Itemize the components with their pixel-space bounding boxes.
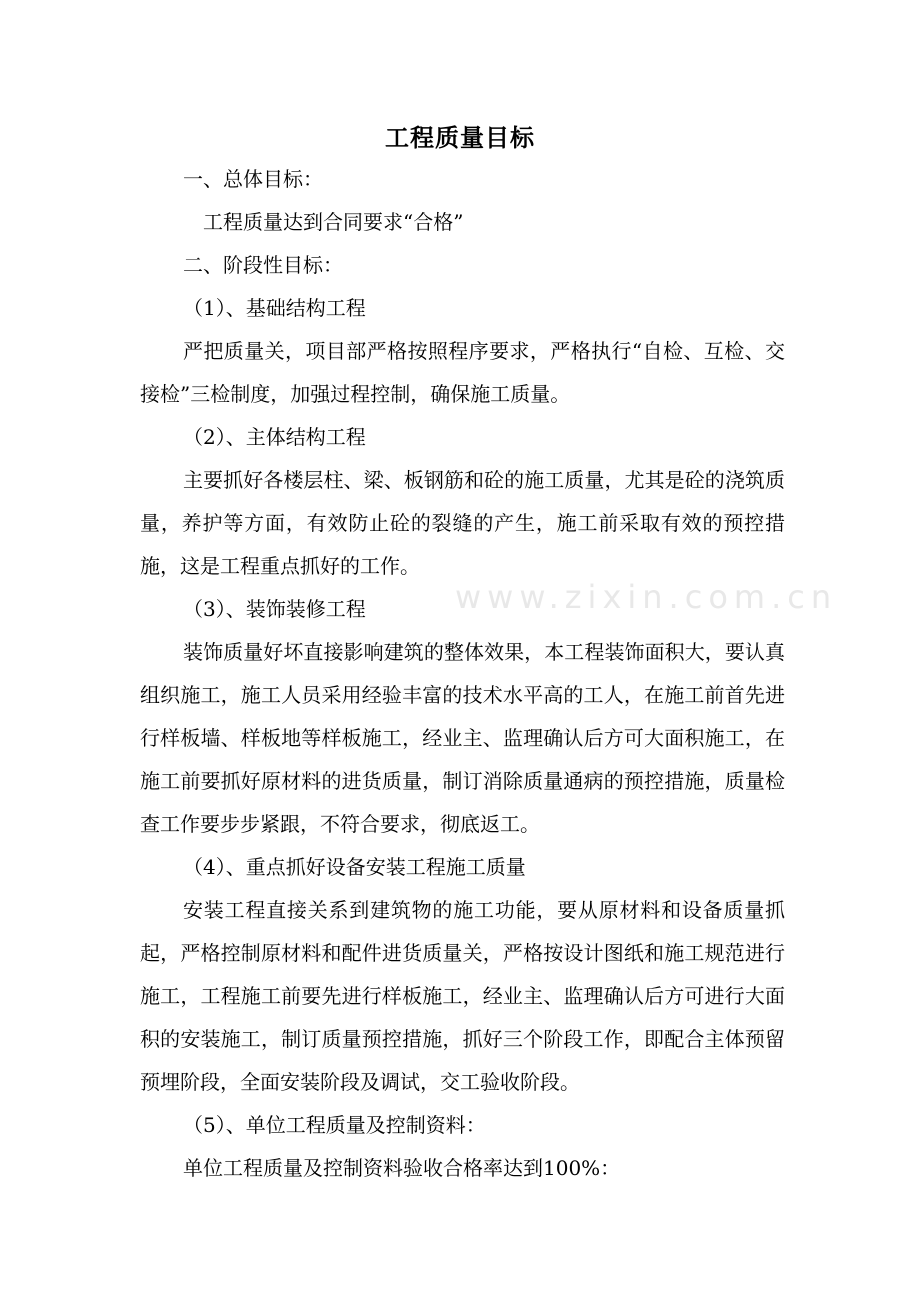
item-text-5: 单位工程质量及控制资料验收合格率达到100%： [183,1156,621,1180]
item-heading-3: （3）、装饰装修工程 [183,597,366,621]
section-heading-overall: 一、总体目标： [183,167,323,191]
page-title: 工程质量目标 [385,124,535,152]
section-heading-stage: 二、阶段性目标： [183,253,343,277]
item-heading-5: （5）、单位工程质量及控制资料： [183,1113,486,1137]
item-text-1: 严把质量关，项目部严格按照程序要求，严格执行“自检、互检、交接检”三检制度，加强过程控制，确保施工质量。 [140,339,785,406]
item-text-2: 主要抓好各楼层柱、梁、板钢筋和砼的施工质量，尤其是砼的浇筑质量，养护等方面，有效防止砼的裂缝的产生，施工前采取有效的预控措施，这是工程重点抓好的工作。 [140,468,785,578]
item-text-3: 装饰质量好坏直接影响建筑的整体效果，本工程装饰面积大，要认真组织施工，施工人员采用经验丰富的技术水平高的工人，在施工前首先进行样板墙、样板地等样板施工，经业主、监理确认后方可大面积施工，在施工前要抓好原材料的进货质量，制订消除质量通病的预控措施，质量检查工作要步步紧跟，不符合要求，彻底返工。 [140,640,785,836]
item-heading-4: （4）、重点抓好设备安装工程施工质量 [183,855,526,879]
document-body [140,158,785,1190]
overall-goal-text: 工程质量达到合同要求“合格” [203,210,464,234]
watermark: www.zixin.com.cn [455,578,838,616]
item-heading-1: （1）、基础结构工程 [183,296,366,320]
item-text-4: 安装工程直接关系到建筑物的施工功能，要从原材料和设备质量抓起，严格控制原材料和配件进货质量关，严格按设计图纸和施工规范进行施工，工程施工前要先进行样板施工，经业主、监理确认后方可进行大面积的安装施工，制订质量预控措施，抓好三个阶段工作，即配合主体预留预埋阶段，全面安装阶段及调试，交工验收阶段。 [140,898,785,1094]
item-heading-2: （2）、主体结构工程 [183,425,366,449]
